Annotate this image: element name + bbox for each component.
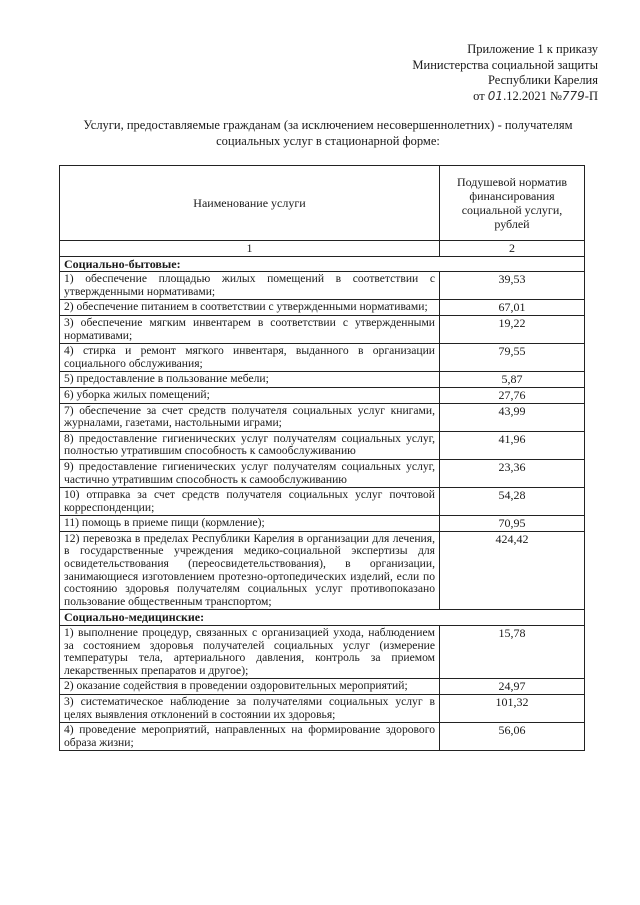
norm-value-cell: 70,95 [440,516,585,532]
header-suffix: -П [584,88,598,103]
table-row [60,300,585,316]
norm-value-cell: 5,87 [440,372,585,388]
table-row [60,372,585,388]
norm-value-cell: 54,28 [440,488,585,516]
service-name-cell: 3) обеспечение мягким инвентарем в соответствии с утвержденными нормативами; [60,315,440,343]
norm-value-cell: 43,99 [440,403,585,431]
norm-value-cell: 15,78 [440,626,585,679]
service-name-cell: 1) выполнение процедур, связанных с организацией ухода, наблюдением за состоянием здоровья получателей социальных услуг (измерение температуры тела, артериального давления, контроль за приемом лекарственных препаратов и другое); [60,626,440,679]
table-row [60,344,585,372]
service-name-cell: 4) проведение мероприятий, направленных на формирование здорового образа жизни; [60,723,440,751]
title-line-2: социальных услуг в стационарной форме: [216,133,440,148]
norm-value-cell: 424,42 [440,531,585,610]
section-row [60,256,585,272]
column-header-norm: Подушевой норматив финансирования социальной услуги, рублей [440,166,585,241]
services-table [59,165,585,751]
norm-value-cell: 24,97 [440,679,585,695]
header-line-1: Приложение 1 к приказу [467,42,598,56]
norm-value-cell: 23,36 [440,459,585,487]
handwritten-day: 01 [487,88,504,103]
table-row [60,626,585,679]
column-number-row [60,241,585,257]
norm-value-cell: 19,22 [440,315,585,343]
header-line-2: Министерства социальной защиты [412,57,598,72]
column-header-service: Наименование услуги [60,166,440,241]
service-name-cell: 8) предоставление гигиенических услуг получателям социальных услуг, полностью утратившим способность к самообслуживанию [60,431,440,459]
table-row [60,431,585,459]
column-number-2: 2 [440,241,585,257]
section-social-household-body [60,256,585,610]
service-name-cell: 3) систематическое наблюдение за получателями социальных услуг в целях выявления отклонений в состоянии их здоровья; [60,695,440,723]
service-name-cell: 2) обеспечение питанием в соответствии с утвержденными нормативами; [60,300,440,316]
norm-value-cell: 39,53 [440,272,585,300]
table-row [60,516,585,532]
service-name-cell: 11) помощь в приеме пищи (кормление); [60,516,440,532]
service-name-cell: 10) отправка за счет средств получателя социальных услуг почтовой корреспонденции; [60,488,440,516]
table-row [60,531,585,610]
service-name-cell: 4) стирка и ремонт мягкого инвентаря, выданного в организации социального обслуживания; [60,344,440,372]
table-row [60,315,585,343]
norm-value-cell: 27,76 [440,387,585,403]
service-name-cell: 1) обеспечение площадью жилых помещений в соответствии с утвержденными нормативами; [60,272,440,300]
norm-value-cell: 41,96 [440,431,585,459]
norm-value-cell: 79,55 [440,344,585,372]
header-prefix: от [473,88,485,103]
table-row [60,695,585,723]
table-row [60,459,585,487]
header-date-line [412,89,598,105]
header-line-3: Республики Карелия [487,73,598,87]
table-row [60,679,585,695]
norm-value-cell: 101,32 [440,695,585,723]
section-title: Социально-медицинские: [60,610,585,626]
handwritten-number: 779 [561,88,585,103]
table-row [60,272,585,300]
section-social-medical-body [60,610,585,751]
table-row [60,723,585,751]
header-date-rest: .12.2021 № [503,88,562,103]
title-line-1: Услуги, предоставляемые гражданам (за исключением несовершеннолетних) - получателям [83,118,573,132]
appendix-header [412,42,598,104]
service-name-cell: 5) предоставление в пользование мебели; [60,372,440,388]
section-row [60,610,585,626]
section-title: Социально-бытовые: [60,256,585,272]
norm-value-cell: 67,01 [440,300,585,316]
service-name-cell: 6) уборка жилых помещений; [60,387,440,403]
table-header-row [60,166,585,241]
norm-value-cell: 56,06 [440,723,585,751]
document-title [60,118,596,149]
table-row [60,488,585,516]
service-name-cell: 9) предоставление гигиенических услуг получателям социальных услуг, частично утратившим способность к самообслуживанию [60,459,440,487]
service-name-cell: 7) обеспечение за счет средств получателя социальных услуг книгами, журналами, газетами, настольными играми; [60,403,440,431]
table-row [60,403,585,431]
service-name-cell: 2) оказание содействия в проведении оздоровительных мероприятий; [60,679,440,695]
column-number-1: 1 [60,241,440,257]
table-row [60,387,585,403]
service-name-cell: 12) перевозка в пределах Республики Карелия в организации для лечения, в государственные учреждения медико-социальной экспертизы для освидетельствования (переосвидетельствования), в организации, занимающиеся изготовлением протезно-ортопедических изделий, если по состоянию здоровья получателям социальных услуг противопоказано пользование общественным транспортом; [60,531,440,610]
